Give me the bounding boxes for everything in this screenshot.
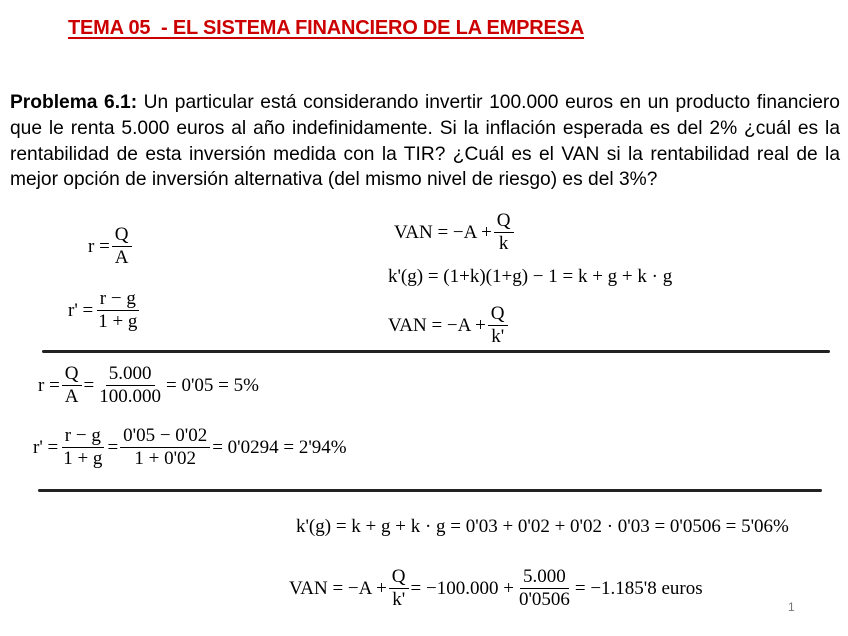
divider-bottom xyxy=(38,489,822,492)
formula-van-real-lhs: VAN = −A + xyxy=(388,314,486,336)
page-number: 1 xyxy=(788,600,795,614)
formula-r-lhs: r = xyxy=(88,235,110,257)
calc-rp-rhs: = 0'0294 = 2'94% xyxy=(212,436,347,458)
problem-label: Problema 6.1: xyxy=(10,92,138,113)
formula-r-fraction xyxy=(112,224,132,269)
calc-r-prime xyxy=(33,425,347,470)
formula-r xyxy=(88,224,134,269)
formula-r-num: Q xyxy=(112,224,132,247)
calc-kg xyxy=(296,516,789,538)
calc-rp-lhs: r' = xyxy=(33,436,59,458)
calc-r-f1-num: Q xyxy=(62,363,82,386)
calc-r-f2-num: 5.000 xyxy=(106,363,155,386)
calc-van-f1-den: k' xyxy=(392,589,406,610)
formula-van xyxy=(394,210,516,255)
formula-van-real-num: Q xyxy=(488,303,508,326)
calc-van-rhs: = −1.185'8 euros xyxy=(574,577,703,599)
calc-r-eq: = xyxy=(83,374,95,396)
formula-van-real xyxy=(388,303,510,348)
formula-van-num: Q xyxy=(494,210,514,233)
divider-top xyxy=(42,350,830,353)
calc-rp-f2-num: 0'05 − 0'02 xyxy=(120,425,210,448)
formula-van-fraction xyxy=(494,210,514,255)
calc-r-f1-den: A xyxy=(64,386,79,407)
calc-van-fraction-2 xyxy=(516,566,573,611)
formula-kg-text: k'(g) = (1+k)(1+g) − 1 = k + g + k · g xyxy=(388,266,673,287)
calc-van-f2-num: 5.000 xyxy=(520,566,569,589)
calc-van-mid: = −100.000 + xyxy=(410,577,514,599)
formula-van-real-den: k' xyxy=(491,326,505,347)
formula-van-den: k xyxy=(498,233,509,254)
calc-rp-eq: = xyxy=(107,436,119,458)
formula-r-den: A xyxy=(114,247,129,268)
calc-van xyxy=(289,566,703,611)
formula-kg xyxy=(388,266,672,288)
formula-van-lhs: VAN = −A + xyxy=(394,221,492,243)
calc-r xyxy=(38,363,259,408)
calc-rp-fraction-2 xyxy=(120,425,210,470)
calc-rp-f1-den: 1 + g xyxy=(63,448,103,469)
calc-r-fraction-2 xyxy=(96,363,164,408)
calc-rp-f2-den: 1 + 0'02 xyxy=(134,448,196,469)
calc-r-f2-den: 100.000 xyxy=(99,386,161,407)
calc-r-fraction-1 xyxy=(62,363,82,408)
calc-rp-f1-num: r − g xyxy=(62,425,104,448)
formula-r-prime xyxy=(68,288,142,333)
calc-van-f2-den: 0'0506 xyxy=(518,589,570,610)
calc-r-rhs: = 0'05 = 5% xyxy=(166,374,259,396)
formula-rp-fraction xyxy=(95,288,140,333)
problem-statement xyxy=(10,90,840,193)
problem-text: Un particular está considerando invertir 100.000 euros en un producto financiero que le renta 5.000 euros al año indefinidamente. Si la inflación esperada es del 2% ¿cuál es la rentabilidad de esta inversión medida con la TIR? ¿Cuál es el VAN si la rentabilidad real de la mejor opción de inversión alternativa (del mismo nivel de riesgo) es del 3%? xyxy=(10,92,840,191)
calc-van-f1-num: Q xyxy=(389,566,409,589)
calc-kg-text: k'(g) = k + g + k · g = 0'03 + 0'02 + 0'02 · 0'03 = 0'0506 = 5'06% xyxy=(296,516,789,537)
formula-rp-lhs: r' = xyxy=(68,299,94,321)
formula-van-real-fraction xyxy=(488,303,508,348)
formula-rp-num: r − g xyxy=(97,288,139,311)
calc-rp-fraction-1 xyxy=(60,425,105,470)
slide-title: TEMA 05 - EL SISTEMA FINANCIERO DE LA EMPRESA xyxy=(68,17,585,39)
calc-van-lhs: VAN = −A + xyxy=(289,577,387,599)
formula-rp-den: 1 + g xyxy=(98,311,138,332)
calc-van-fraction-1 xyxy=(389,566,409,611)
calc-r-lhs: r = xyxy=(38,374,60,396)
